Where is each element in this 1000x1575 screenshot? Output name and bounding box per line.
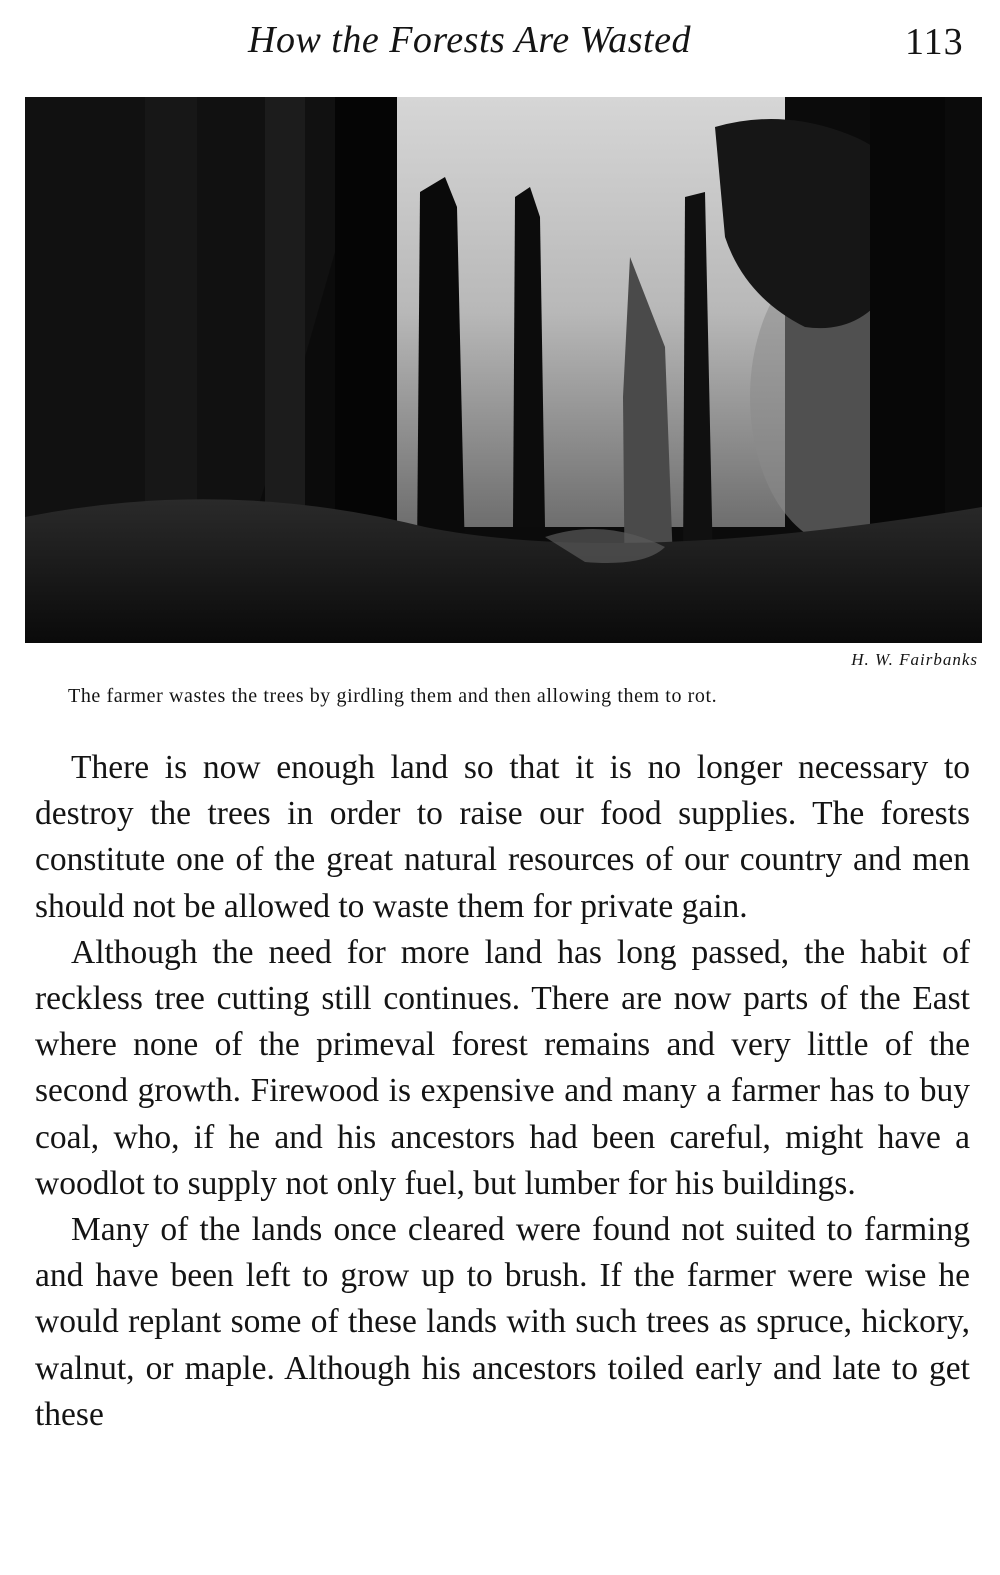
forest-photograph-drawing: [25, 97, 982, 643]
photo-caption: The farmer wastes the trees by girdling them and then allowing them to rot.: [68, 685, 718, 707]
body-text: [35, 745, 970, 1438]
photo-credit: H. W. Fairbanks: [851, 650, 978, 669]
page-header: [0, 12, 1000, 72]
forest-photograph: [25, 97, 982, 643]
page-number: 113: [905, 21, 964, 63]
running-title: How the Forests Are Wasted: [248, 19, 691, 61]
tree-trunk-center-left: [335, 97, 397, 577]
paragraph-1: There is now enough land so that it is no longer necessary to destroy the trees in order to raise our food supplies. The forests constitute one of the great natural resources of our country and men should not be allowed to waste them for private gain.: [35, 749, 970, 925]
broken-snag-2: [513, 187, 545, 527]
paragraph-3: Many of the lands once cleared were found not suited to farming and have been left to grow up to brush. If the farmer were wise he would replant some of these lands with such trees as spruce, hickory, walnut, or maple. Although his ancestors toiled early and late to get these: [35, 1211, 970, 1433]
paragraph-2: Although the need for more land has long passed, the habit of reckless tree cutting still continues. There are now parts of the East where none of the primeval forest remains and very little of the second growth. Firewood is expensive and many a farmer has to buy coal, who, if he and his ancestors had been careful, might have a woodlot to supply not only fuel, but lumber for his buildings.: [35, 933, 970, 1202]
tree-trunk-left-1: [265, 97, 305, 567]
